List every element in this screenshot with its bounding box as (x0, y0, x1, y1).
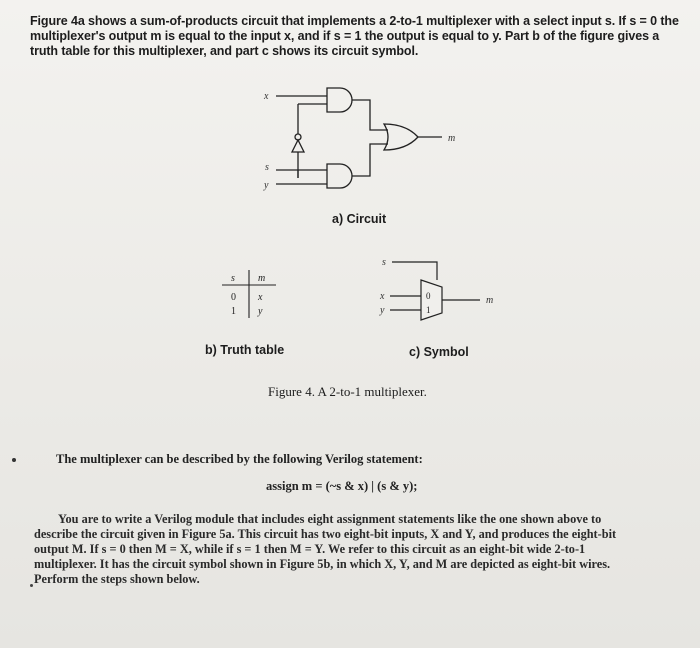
intro-line-1: Figure 4a shows a sum-of-products circuit that implements a 2-to-1 multiplexer with a select input s. If s = 0 the (30, 14, 679, 28)
truth-table-row-2-m: y (258, 306, 263, 317)
truth-table-row-1-m: x (258, 292, 263, 303)
verilog-intro: The multiplexer can be described by the following Verilog statement: (56, 452, 423, 466)
symbol-sel-1: 1 (426, 305, 431, 315)
bullet-dot (12, 458, 16, 462)
circuit-input-x: x (264, 91, 269, 102)
circuit-caption: a) Circuit (332, 212, 387, 226)
task-line-1: You are to write a Verilog module that includes eight assignment statements like the one shown above to (58, 512, 602, 526)
mux-symbol (390, 262, 480, 320)
circuit-input-s: s (265, 162, 269, 173)
verilog-keyword: assign (266, 479, 299, 493)
truth-table-header-s: s (231, 273, 235, 284)
truth-table-row-2-s: 1 (231, 306, 236, 317)
truth-table-header-m: m (258, 273, 266, 284)
figure-caption: Figure 4. A 2-to-1 multiplexer. (268, 384, 427, 399)
symbol-output-m: m (486, 295, 494, 306)
circuit-input-y: y (264, 180, 269, 191)
symbol-input-x: x (380, 291, 385, 302)
bullet-dot-2 (30, 584, 33, 587)
verilog-statement (266, 479, 417, 494)
task-line-2: describe the circuit given in Figure 5a. This circuit has two eight-bit inputs, X and Y, and produces the eight-bit (34, 527, 617, 541)
intro-line-2: multiplexer's output m is equal to the input x, and if s = 1 the output is equal to y. Part b of the figure gives a (30, 29, 660, 43)
truth-table-row-1-s: 0 (231, 292, 236, 303)
symbol-sel-0: 0 (426, 291, 431, 301)
task-line-4: multiplexer. It has the circuit symbol shown in Figure 5b, in which X, Y, and M are depicted as eight-bit wires. (34, 557, 611, 571)
symbol-caption: c) Symbol (409, 345, 469, 359)
circuit-output-m: m (448, 133, 456, 144)
symbol-input-y: y (380, 305, 385, 316)
task-line-3: output M. If s = 0 then M = X, while if s = 1 then M = Y. We refer to this circuit as an eight-bit wide 2-to-1 (34, 542, 586, 556)
truth-table-caption: b) Truth table (205, 343, 285, 357)
task-paragraph (34, 512, 670, 587)
symbol-input-s: s (382, 257, 386, 268)
mux-circuit (276, 88, 442, 188)
intro-line-3: truth table for this multiplexer, and part c shows its circuit symbol. (30, 44, 419, 58)
verilog-expression: m = (~s & x) | (s & y); (298, 479, 418, 493)
task-line-5: Perform the steps shown below. (34, 572, 200, 586)
